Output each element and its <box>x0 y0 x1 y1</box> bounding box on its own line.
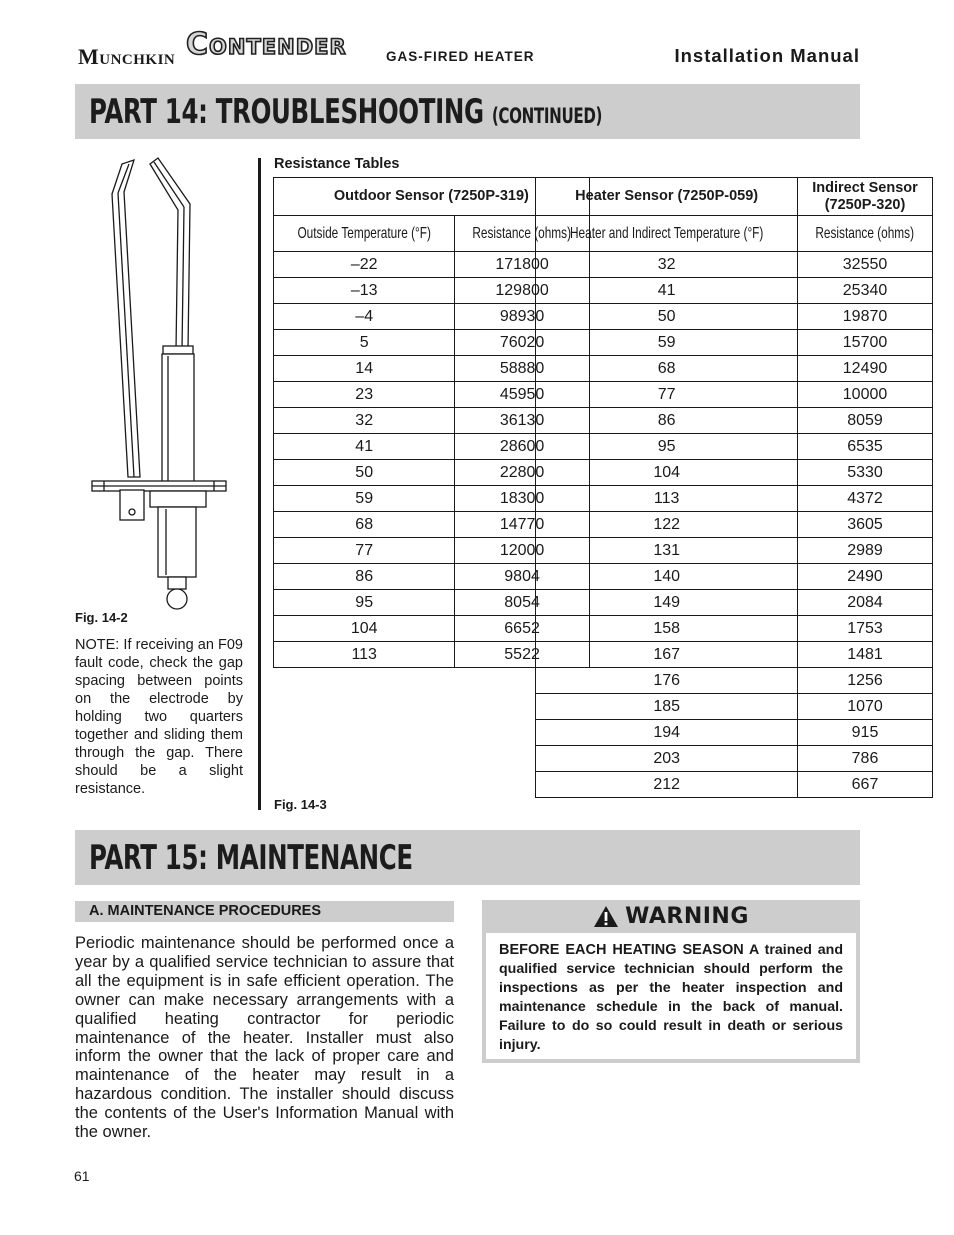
temperature-cell: 185 <box>536 694 798 720</box>
resistance-cell: 32550 <box>798 252 932 278</box>
part15-title: PART 15: MAINTENANCE <box>89 838 413 878</box>
electrode-illustration <box>82 152 232 614</box>
resistance-cell: 8054 <box>455 590 589 616</box>
temperature-cell: 5 <box>274 330 455 356</box>
temperature-cell: 212 <box>536 772 798 798</box>
resistance-cell: 76020 <box>455 330 589 356</box>
heater-temp-header: Heater and Indirect Temperature (°F) <box>536 216 798 252</box>
temperature-cell: 86 <box>274 564 455 590</box>
resistance-cell: 4372 <box>798 486 932 512</box>
temperature-cell: 113 <box>536 486 798 512</box>
resistance-cell: 12490 <box>798 356 932 382</box>
temperature-cell: 131 <box>536 538 798 564</box>
manual-title: Installation Manual <box>674 45 860 66</box>
temperature-cell: 77 <box>536 382 798 408</box>
temperature-cell: 194 <box>536 720 798 746</box>
table-row <box>536 642 933 668</box>
resistance-cell: 1256 <box>798 668 932 694</box>
resistance-cell: 3605 <box>798 512 932 538</box>
resistance-cell: 22800 <box>455 460 589 486</box>
gap-spacing-note: NOTE: If receiving an F09 fault code, check the gap spacing between points on the electrode by holding two quarters together and sliding them through the gap. There should be a slight resistance. <box>75 637 243 797</box>
table-row <box>536 304 933 330</box>
warning-title: WARNING <box>625 904 749 929</box>
resistance-cell: 58880 <box>455 356 589 382</box>
resistance-cell: 12000 <box>455 538 589 564</box>
temperature-cell: 176 <box>536 668 798 694</box>
temperature-cell: 32 <box>536 252 798 278</box>
table-row <box>536 538 933 564</box>
temperature-cell: 68 <box>274 512 455 538</box>
table-row <box>536 590 933 616</box>
figure-14-3-caption: Fig. 14-3 <box>274 797 327 812</box>
resistance-cell: 2989 <box>798 538 932 564</box>
temperature-cell: 59 <box>274 486 455 512</box>
resistance-cell: 15700 <box>798 330 932 356</box>
outdoor-resistance-header: Resistance (ohms) <box>455 216 589 252</box>
temperature-cell: 50 <box>536 304 798 330</box>
brand-subtitle: GAS-FIRED HEATER <box>386 49 535 64</box>
resistance-cell: 1070 <box>798 694 932 720</box>
resistance-cell: 14770 <box>455 512 589 538</box>
temperature-cell: 149 <box>536 590 798 616</box>
brand-contender-logo: Contender <box>186 27 347 62</box>
temperature-cell: 95 <box>274 590 455 616</box>
temperature-cell: 50 <box>274 460 455 486</box>
warning-body <box>486 933 856 1059</box>
figure-14-2-caption: Fig. 14-2 <box>75 610 128 625</box>
page-number: 61 <box>74 1168 90 1184</box>
temperature-cell: 122 <box>536 512 798 538</box>
table-row <box>536 356 933 382</box>
temperature-cell: –22 <box>274 252 455 278</box>
resistance-cell: 6652 <box>455 616 589 642</box>
temperature-cell: 41 <box>274 434 455 460</box>
table-row <box>536 278 933 304</box>
column-divider <box>258 158 261 810</box>
table-row <box>536 460 933 486</box>
resistance-cell: 25340 <box>798 278 932 304</box>
heater-resistance-header: Resistance (ohms) <box>798 216 932 252</box>
temperature-cell: –13 <box>274 278 455 304</box>
heater-sensor-table <box>535 177 933 798</box>
table-row <box>536 512 933 538</box>
resistance-cell: 5522 <box>455 642 589 668</box>
maintenance-paragraph: Periodic maintenance should be performed once a year by a qualified service technician to assure that all the equipment is in safe efficient operation. The owner can make necessary arrangements with a qualified heating contractor for periodic maintenance of the heater. Installer must also inform the owner that the lack of proper care and maintenance of the heater may result in a hazardous condition. The installer should discuss the contents of the User's Information Manual with the owner. <box>75 934 454 1142</box>
resistance-tables-title: Resistance Tables <box>274 156 400 172</box>
resistance-cell: 5330 <box>798 460 932 486</box>
temperature-cell: 158 <box>536 616 798 642</box>
warning-box <box>482 900 860 1063</box>
resistance-cell: 19870 <box>798 304 932 330</box>
temperature-cell: 41 <box>536 278 798 304</box>
table-row <box>536 668 933 694</box>
temperature-cell: 113 <box>274 642 455 668</box>
table-row <box>536 772 933 798</box>
table-row <box>536 408 933 434</box>
resistance-cell: 2084 <box>798 590 932 616</box>
table-row <box>536 746 933 772</box>
resistance-cell: 171800 <box>455 252 589 278</box>
part14-banner <box>75 84 860 139</box>
part15-banner <box>75 830 860 885</box>
resistance-cell: 18300 <box>455 486 589 512</box>
indirect-sensor-title: Indirect Sensor (7250P-320) <box>798 178 932 216</box>
table-row <box>536 694 933 720</box>
temperature-cell: 104 <box>274 616 455 642</box>
temperature-cell: 77 <box>274 538 455 564</box>
part14-title: PART 14: TROUBLESHOOTING (CONTINUED) <box>89 92 603 132</box>
resistance-cell: 129800 <box>455 278 589 304</box>
warning-text: A trained and qualified service technician should perform the inspections as per the heater inspection and maintenance schedule in the back of manual. Failure to do so could result in death or serious injury. <box>499 942 843 1053</box>
temperature-cell: 95 <box>536 434 798 460</box>
temperature-cell: 14 <box>274 356 455 382</box>
resistance-cell: 36130 <box>455 408 589 434</box>
resistance-cell: 6535 <box>798 434 932 460</box>
temperature-cell: 32 <box>274 408 455 434</box>
resistance-cell: 98930 <box>455 304 589 330</box>
temperature-cell: –4 <box>274 304 455 330</box>
resistance-cell: 9804 <box>455 564 589 590</box>
temperature-cell: 86 <box>536 408 798 434</box>
resistance-cell: 667 <box>798 772 932 798</box>
brand-munchkin-logo: Munchkin <box>78 44 176 69</box>
temperature-cell: 140 <box>536 564 798 590</box>
resistance-cell: 8059 <box>798 408 932 434</box>
resistance-cell: 45950 <box>455 382 589 408</box>
maintenance-procedures-heading: A. MAINTENANCE PROCEDURES <box>75 901 454 922</box>
resistance-cell: 915 <box>798 720 932 746</box>
table-row <box>536 252 933 278</box>
resistance-cell: 28600 <box>455 434 589 460</box>
outdoor-temp-header: Outside Temperature (°F) <box>274 216 455 252</box>
temperature-cell: 59 <box>536 330 798 356</box>
warning-lead: BEFORE EACH HEATING SEASON <box>499 942 744 958</box>
temperature-cell: 68 <box>536 356 798 382</box>
warning-triangle-icon <box>593 905 619 928</box>
table-row <box>536 382 933 408</box>
heater-sensor-title: Heater Sensor (7250P-059) <box>536 178 798 216</box>
resistance-cell: 10000 <box>798 382 932 408</box>
resistance-cell: 1753 <box>798 616 932 642</box>
table-row <box>536 434 933 460</box>
warning-header <box>482 900 860 933</box>
resistance-cell: 1481 <box>798 642 932 668</box>
table-row <box>536 616 933 642</box>
resistance-cell: 786 <box>798 746 932 772</box>
table-row <box>536 720 933 746</box>
temperature-cell: 203 <box>536 746 798 772</box>
temperature-cell: 23 <box>274 382 455 408</box>
table-row <box>536 564 933 590</box>
outdoor-sensor-title: Outdoor Sensor (7250P-319) <box>274 178 590 216</box>
table-row <box>536 330 933 356</box>
table-row <box>536 486 933 512</box>
temperature-cell: 167 <box>536 642 798 668</box>
resistance-cell: 2490 <box>798 564 932 590</box>
temperature-cell: 104 <box>536 460 798 486</box>
